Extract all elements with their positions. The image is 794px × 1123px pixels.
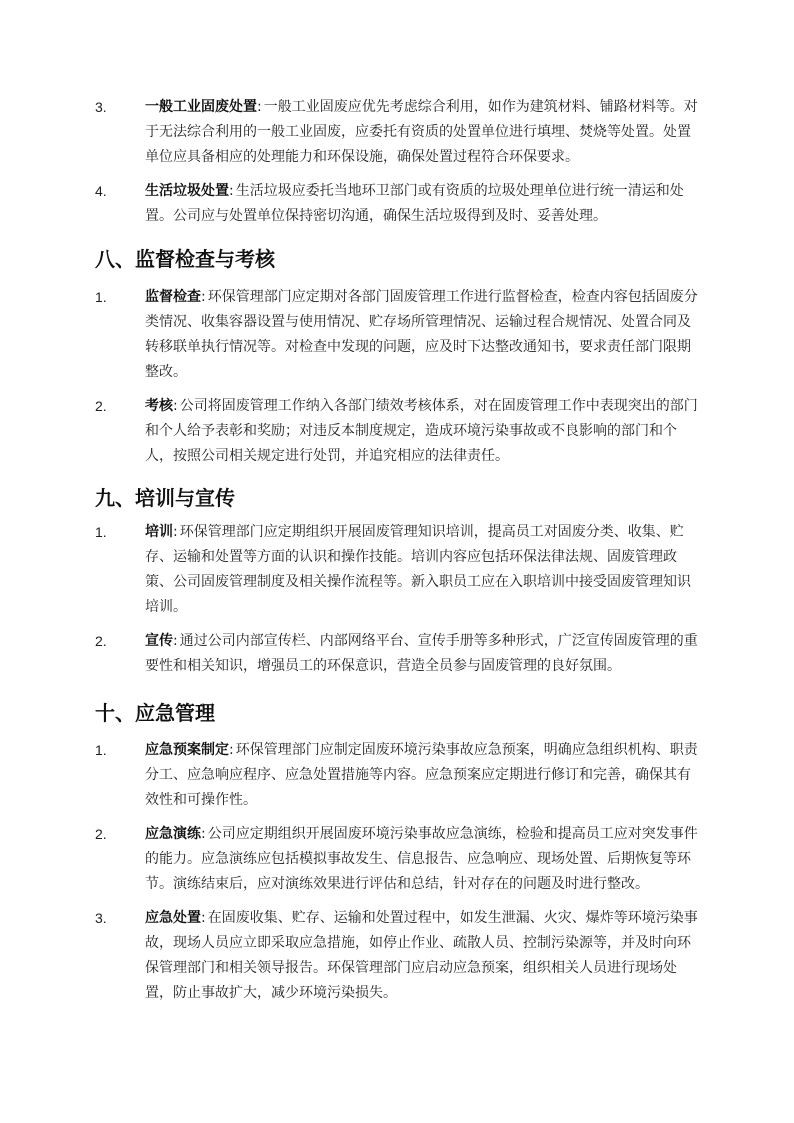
section-8-title: 八、监督检查与考核 (95, 247, 275, 271)
item-colon: : (173, 524, 178, 540)
list-item-assessment (0, 394, 794, 469)
item-text: 一般工业固废应优先考虑综合利用，如作为建筑材料、铺路材料等。对于无法综合利用的一般工业固废，应委托有资质的处置单位进行填埋、焚烧等处置。处置单位应具备相应的处理能力和环保设施，确保处置过程符合环保要求。 (145, 99, 698, 165)
section-10-heading-wrap (0, 699, 794, 727)
item-colon: : (201, 910, 206, 926)
section-10-list (0, 738, 794, 1015)
item-number: 2. (95, 633, 107, 649)
item-colon: : (229, 183, 234, 199)
item-text: 环保管理部门应定期对各部门固废管理工作进行监督检查，检查内容包括固废分类情况、收集容器设置与使用情况、贮存场所管理情况、运输过程合规情况、处置合同及转移联单执行情况等。对检查中发现的问题，应及时下达整改通知书，要求责任部门限期整改。 (145, 289, 698, 380)
item-term: 培训 (145, 524, 173, 540)
list-item-publicity (0, 629, 794, 679)
item-text: 在固废收集、贮存、运输和处置过程中，如发生泄漏、火灾、爆炸等环境污染事故，现场人员应立即采取应急措施，如停止作业、疏散人员、控制污染源等，并及时向环保管理部门和相关领导报告。环保管理部门应启动应急预案，组织相关人员进行现场处置，防止事故扩大，减少环境污染损失。 (145, 910, 698, 1001)
list-item-emergency-response (0, 906, 794, 1006)
item-colon: : (229, 742, 234, 758)
section-10-title: 十、应急管理 (95, 701, 215, 725)
list-item-emergency-drill (0, 822, 794, 897)
item-number: 2. (95, 826, 107, 842)
section-8-list (0, 285, 794, 478)
section-9-heading-wrap (0, 484, 794, 512)
item-term: 监督检查 (145, 289, 201, 305)
item-number: 1. (95, 289, 107, 305)
item-term: 应急处置 (145, 910, 201, 926)
item-text: 生活垃圾应委托当地环卫部门或有资质的垃圾处理单位进行统一清运和处置。公司应与处置单位保持密切沟通，确保生活垃圾得到及时、妥善处理。 (145, 183, 684, 224)
item-text: 公司将固废管理工作纳入各部门绩效考核体系，对在固废管理工作中表现突出的部门和个人给予表彰和奖励；对违反本制度规定，造成环境污染事故或不良影响的部门和个人，按照公司相关规定进行处罚，并追究相应的法律责任。 (145, 398, 698, 464)
list-item-supervision (0, 285, 794, 385)
list-item-emergency-plan (0, 738, 794, 813)
item-number: 4. (95, 183, 107, 199)
item-number: 3. (95, 910, 107, 926)
item-colon: : (201, 289, 206, 305)
list-item-training (0, 520, 794, 620)
item-term: 宣传 (145, 633, 173, 649)
item-text: 通过公司内部宣传栏、内部网络平台、宣传手册等多种形式，广泛宣传固废管理的重要性和相关知识，增强员工的环保意识，营造全员参与固废管理的良好氛围。 (145, 633, 698, 674)
item-term: 一般工业固废处置 (145, 99, 257, 115)
disposal-list (0, 95, 794, 238)
list-item-general-industrial-waste (0, 95, 794, 170)
item-colon: : (257, 99, 262, 115)
item-text: 公司应定期组织开展固废环境污染事故应急演练，检验和提高员工应对突发事件的能力。应急演练应包括模拟事故发生、信息报告、应急响应、现场处置、后期恢复等环节。演练结束后，应对演练效果进行评估和总结，针对存在的问题及时进行整改。 (145, 826, 698, 892)
item-text: 环保管理部门应制定固废环境污染事故应急预案，明确应急组织机构、职责分工、应急响应程序、应急处置措施等内容。应急预案应定期进行修订和完善，确保其有效性和可操作性。 (145, 742, 698, 808)
list-item-domestic-waste (0, 179, 794, 229)
item-colon: : (173, 633, 178, 649)
item-colon: : (173, 398, 178, 414)
section-8-heading-wrap (0, 245, 794, 273)
item-text: 环保管理部门应定期组织开展固废管理知识培训，提高员工对固废分类、收集、贮存、运输和处置等方面的认识和操作技能。培训内容应包括环保法律法规、固废管理政策、公司固废管理制度及相关操作流程等。新入职员工应在入职培训中接受固废管理知识培训。 (145, 524, 691, 615)
section-9-list (0, 520, 794, 688)
item-number: 1. (95, 742, 107, 758)
item-term: 应急演练 (145, 826, 201, 842)
item-colon: : (201, 826, 206, 842)
item-term: 考核 (145, 398, 173, 414)
item-term: 应急预案制定 (145, 742, 229, 758)
item-number: 3. (95, 99, 107, 115)
item-number: 1. (95, 524, 107, 540)
item-term: 生活垃圾处置 (145, 183, 229, 199)
section-9-title: 九、培训与宣传 (95, 486, 235, 510)
item-number: 2. (95, 398, 107, 414)
